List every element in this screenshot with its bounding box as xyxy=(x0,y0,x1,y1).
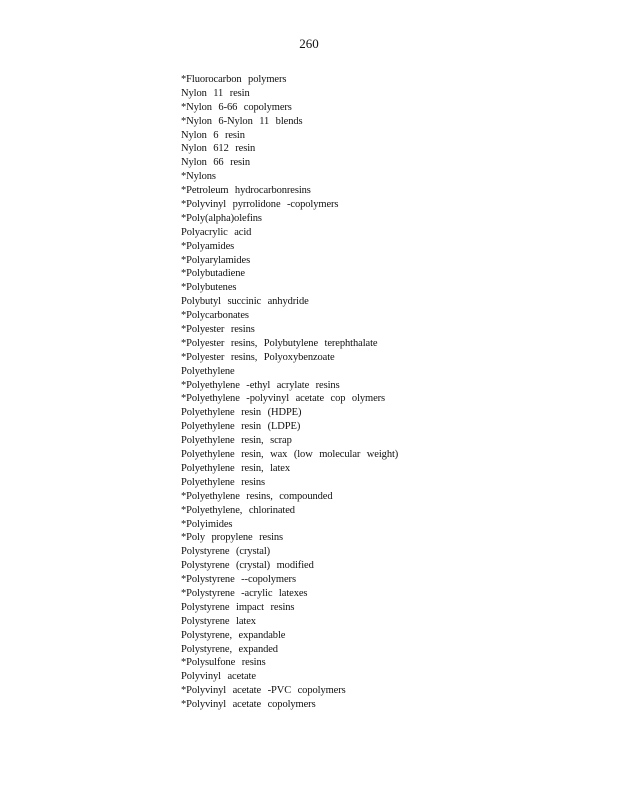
list-item: *Petroleum hydrocarbonresins xyxy=(181,185,311,197)
list-item: Polystyrene impact resins xyxy=(181,601,295,613)
list-item: Nylon 66 resin xyxy=(181,157,251,169)
list-item: Polyethylene resin, wax (low molecular weight) xyxy=(181,449,399,461)
list-item: *Polycarbonates xyxy=(181,310,249,322)
list-item: Nylon 11 resin xyxy=(181,87,250,99)
list-item: *Polystyrene --copolymers xyxy=(181,574,296,586)
list-item: Polystyrene, expandable xyxy=(181,629,286,641)
chemical-list xyxy=(181,73,398,712)
list-item: *Polyarylamides xyxy=(181,254,251,266)
list-item: *Polyvinyl pyrrolidone -copolymers xyxy=(181,199,339,211)
list-item: *Polystyrene -acrylic latexes xyxy=(181,587,308,599)
list-item: *Polyvinyl acetate copolymers xyxy=(181,699,316,711)
list-item: Polybutyl succinic anhydride xyxy=(181,296,309,308)
list-item: *Polyethylene -polyvinyl acetate cop olymers xyxy=(181,393,386,405)
list-item: Polystyrene (crystal) xyxy=(181,546,271,558)
list-item: Polystyrene (crystal) modified xyxy=(181,560,314,572)
list-item: *Fluorocarbon polymers xyxy=(181,74,287,85)
list-item: *Poly propylene resins xyxy=(181,532,284,544)
list-item: *Poly(alpha)olefins xyxy=(181,212,262,224)
list-item: *Nylon 6-Nylon 11 blends xyxy=(181,115,303,127)
list-item: *Polysulfone resins xyxy=(181,657,266,669)
list-item: *Polyester resins, Polybutylene terephthalate xyxy=(181,337,378,349)
list-item: Polyacrylic acid xyxy=(181,226,252,238)
list-item: *Polybutenes xyxy=(181,282,237,294)
list-item: Polystyrene, expanded xyxy=(181,643,278,655)
list-item: Polyethylene resin, scrap xyxy=(181,435,292,447)
list-item: *Polyvinyl acetate -PVC copolymers xyxy=(181,685,346,697)
list-item: *Polyester resins xyxy=(181,324,255,336)
list-item: *Polybutadiene xyxy=(181,268,245,280)
list-item: *Polyamides xyxy=(181,240,235,252)
list-item: Polystyrene latex xyxy=(181,615,256,627)
list-item: *Polyester resins, Polyoxybenzoate xyxy=(181,351,335,363)
list-item: Polyethylene xyxy=(181,365,235,377)
list-item: Nylon 6 resin xyxy=(181,129,245,141)
list-item: Polyethylene resins xyxy=(181,476,266,488)
list-item: *Nylon 6-66 copolymers xyxy=(181,101,292,113)
list-item: *Polyethylene -ethyl acrylate resins xyxy=(181,379,340,391)
list-item: *Polyimides xyxy=(181,518,233,530)
list-item: Nylon 612 resin xyxy=(181,143,256,155)
list-item: *Polyethylene resins, compounded xyxy=(181,490,333,502)
list-item: Polyethylene resin, latex xyxy=(181,462,291,474)
page-number: 260 xyxy=(299,36,319,51)
list-item: Polyethylene resin (LDPE) xyxy=(181,421,301,433)
list-item: Polyethylene resin (HDPE) xyxy=(181,407,302,419)
list-item: *Polyethylene, chlorinated xyxy=(181,504,295,516)
list-item: Polyvinyl acetate xyxy=(181,671,256,683)
list-item: *Nylons xyxy=(181,171,216,183)
